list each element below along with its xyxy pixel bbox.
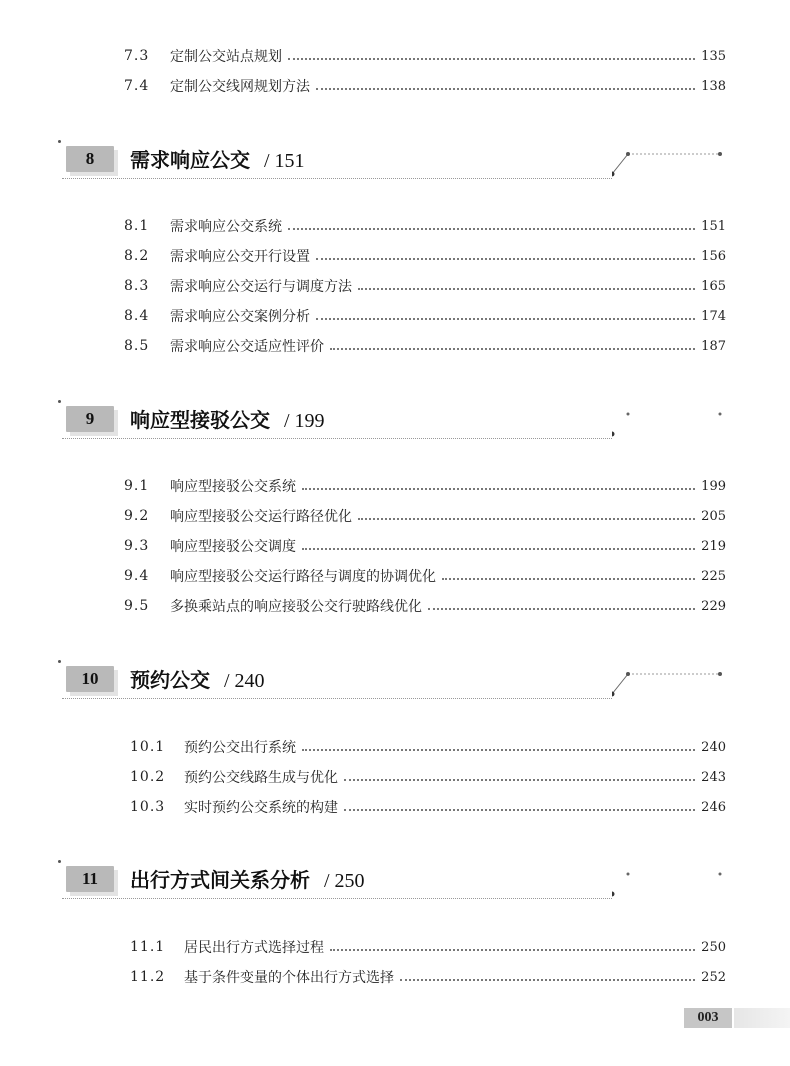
chapter-title [130, 404, 325, 433]
toc-entry[interactable] [124, 274, 726, 298]
section-page: 199 [701, 478, 726, 494]
section-number: 10.2 [130, 769, 166, 785]
section-title: 需求响应公交案例分析 [170, 309, 310, 325]
section-number: 9.2 [124, 508, 150, 524]
chapter-number-badge: 9 [66, 406, 114, 432]
leader-dots [358, 288, 695, 290]
section-number: 8.1 [124, 218, 150, 234]
chapter-11-header[interactable] [0, 858, 790, 918]
chapter-rule [62, 438, 612, 439]
chapter-rule [62, 698, 612, 699]
chapter-title-text: 出行方式间关系分析 [130, 868, 310, 892]
section-number: 7.3 [124, 48, 150, 64]
decor-dot [58, 660, 61, 663]
toc-entry[interactable] [130, 965, 726, 989]
toc-entry[interactable] [124, 244, 726, 268]
leader-dots [330, 949, 695, 951]
chapter-page: / 250 [324, 870, 365, 892]
leader-dots [428, 608, 695, 610]
toc-entry[interactable] [124, 44, 726, 68]
chapter-rule [62, 898, 612, 899]
section-title: 需求响应公交适应性评价 [170, 339, 324, 355]
chapter-title-text: 预约公交 [130, 668, 210, 692]
section-number: 8.3 [124, 278, 150, 294]
section-page: 240 [701, 739, 726, 755]
section-page: 219 [701, 538, 726, 554]
toc-entry[interactable] [130, 765, 726, 789]
chapter-number-badge: 8 [66, 146, 114, 172]
section-number: 7.4 [124, 78, 150, 94]
chapter-title [130, 664, 265, 693]
toc-entry[interactable] [124, 334, 726, 358]
leader-dots [288, 228, 695, 230]
toc-entry[interactable] [124, 214, 726, 238]
chapter-rule [62, 178, 612, 179]
leader-dots [302, 548, 695, 550]
leader-dots [316, 88, 695, 90]
chapter-page: / 240 [224, 670, 265, 692]
leader-dots [316, 318, 695, 320]
chapter-title-text: 需求响应公交 [130, 148, 250, 172]
page-number: 003 [684, 1008, 732, 1028]
chapter-decoration [612, 138, 732, 188]
section-number: 9.3 [124, 538, 150, 554]
leader-dots [344, 809, 695, 811]
section-page: 138 [701, 78, 726, 94]
decor-dot [58, 140, 61, 143]
section-title: 定制公交站点规划 [170, 49, 282, 65]
toc-entry[interactable] [124, 564, 726, 588]
section-title: 响应型接驳公交运行路径优化 [170, 509, 352, 525]
section-page: 252 [701, 969, 726, 985]
toc-entry[interactable] [124, 534, 726, 558]
section-page: 174 [701, 308, 726, 324]
section-number: 10.3 [130, 799, 166, 815]
section-title: 预约公交线路生成与优化 [184, 770, 338, 786]
section-number: 8.4 [124, 308, 150, 324]
chapter-number-badge: 11 [66, 866, 114, 892]
chapter-number-badge: 10 [66, 666, 114, 692]
section-title: 响应型接驳公交系统 [170, 479, 296, 495]
chapter-page: / 151 [264, 150, 305, 172]
leader-dots [288, 58, 695, 60]
section-page: 156 [701, 248, 726, 264]
section-number: 8.2 [124, 248, 150, 264]
toc-entry[interactable] [124, 74, 726, 98]
section-number: 8.5 [124, 338, 150, 354]
section-page: 229 [701, 598, 726, 614]
section-title: 需求响应公交系统 [170, 219, 282, 235]
section-title: 响应型接驳公交运行路径与调度的协调优化 [170, 569, 436, 585]
page-number-strip [734, 1008, 790, 1028]
chapter-title-text: 响应型接驳公交 [130, 408, 270, 432]
leader-dots [302, 749, 695, 751]
leader-dots [442, 578, 695, 580]
section-title: 预约公交出行系统 [184, 740, 296, 756]
leader-dots [358, 518, 695, 520]
toc-entry[interactable] [124, 474, 726, 498]
leader-dots [302, 488, 695, 490]
section-title: 定制公交线网规划方法 [170, 79, 310, 95]
toc-entry[interactable] [124, 504, 726, 528]
section-title: 基于条件变量的个体出行方式选择 [184, 970, 394, 986]
chapter-title [130, 144, 305, 173]
chapter-title [130, 864, 365, 893]
decor-dot [58, 860, 61, 863]
section-number: 9.4 [124, 568, 150, 584]
section-title: 居民出行方式选择过程 [184, 940, 324, 956]
chapter-10-header[interactable] [0, 658, 790, 718]
section-page: 205 [701, 508, 726, 524]
toc-entry[interactable] [124, 594, 726, 618]
section-number: 11.2 [130, 969, 166, 985]
toc-entry[interactable] [124, 304, 726, 328]
section-title: 响应型接驳公交调度 [170, 539, 296, 555]
section-page: 187 [701, 338, 726, 354]
section-page: 151 [701, 218, 726, 234]
decor-dot [58, 400, 61, 403]
section-number: 11.1 [130, 939, 166, 955]
section-page: 243 [701, 769, 726, 785]
leader-dots [344, 779, 695, 781]
section-page: 250 [701, 939, 726, 955]
toc-entry[interactable] [130, 935, 726, 959]
chapter-page: / 199 [284, 410, 325, 432]
section-title: 需求响应公交开行设置 [170, 249, 310, 265]
chapter-decoration [612, 658, 732, 708]
leader-dots [330, 348, 695, 350]
chapter-decoration [612, 398, 732, 448]
section-number: 10.1 [130, 739, 166, 755]
section-title: 多换乘站点的响应接驳公交行驶路线优化 [170, 599, 422, 615]
section-page: 246 [701, 799, 726, 815]
leader-dots [400, 979, 695, 981]
chapter-decoration [612, 858, 732, 908]
section-page: 165 [701, 278, 726, 294]
section-title: 实时预约公交系统的构建 [184, 800, 338, 816]
section-page: 225 [701, 568, 726, 584]
section-number: 9.5 [124, 598, 150, 614]
toc-entry[interactable] [130, 795, 726, 819]
leader-dots [316, 258, 695, 260]
section-page: 135 [701, 48, 726, 64]
toc-entry[interactable] [130, 735, 726, 759]
chapter-8-header[interactable] [0, 138, 790, 198]
section-number: 9.1 [124, 478, 150, 494]
chapter-9-header[interactable] [0, 398, 790, 458]
section-title: 需求响应公交运行与调度方法 [170, 279, 352, 295]
